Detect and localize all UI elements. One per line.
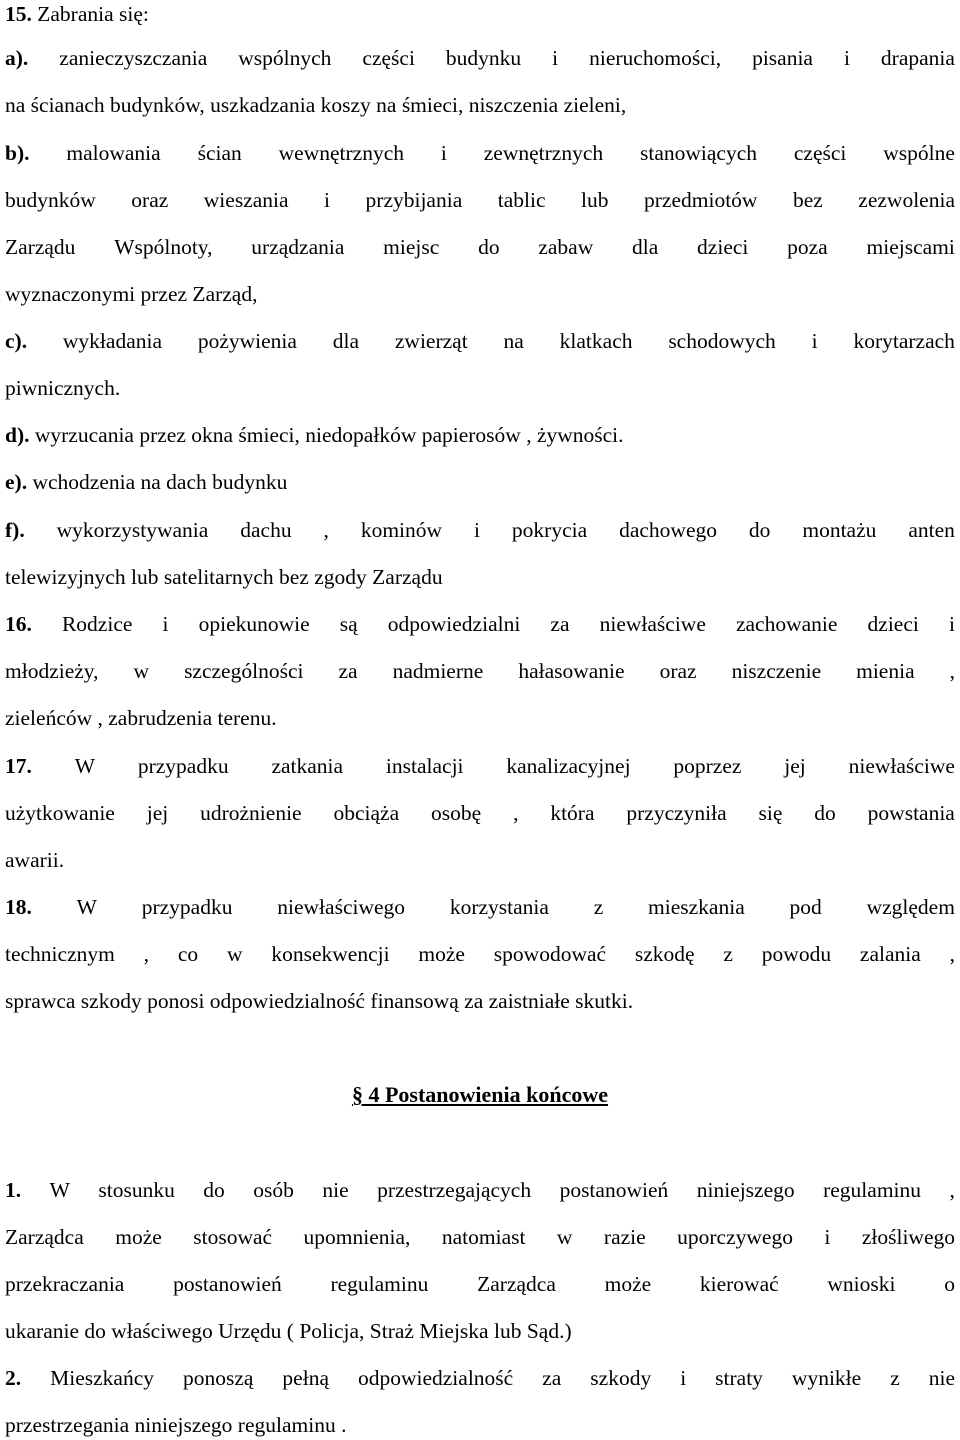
word: młodzieży, xyxy=(5,659,99,683)
word: instalacji xyxy=(385,754,464,778)
word: razie xyxy=(603,1225,646,1249)
word: odpowiedzialność xyxy=(357,1366,514,1390)
word: , xyxy=(949,659,955,683)
word: powstania xyxy=(867,801,955,825)
section-4-paragraph-1-line-1 xyxy=(5,1176,955,1204)
word: szczególności xyxy=(184,659,304,683)
word: Rodzice xyxy=(61,612,133,636)
word: nadmierne xyxy=(392,659,484,683)
word: na xyxy=(503,329,524,353)
word: w xyxy=(556,1225,573,1249)
word: pokrycia xyxy=(511,518,588,542)
paragraph-18-line-1 xyxy=(5,893,955,921)
word: i xyxy=(843,46,850,70)
word: wewnętrznych xyxy=(278,141,404,165)
word: upomnienia, xyxy=(303,1225,411,1249)
word: z xyxy=(723,942,733,966)
word: w xyxy=(227,942,243,966)
word: wieszania xyxy=(203,188,289,212)
word: obciąża xyxy=(333,801,400,825)
word: z xyxy=(890,1366,900,1390)
paragraph-title: Zabrania się: xyxy=(37,2,149,26)
item-f-line-2: telewizyjnych lub satelitarnych bez zgody Zarządu xyxy=(5,565,443,589)
word: i xyxy=(811,329,818,353)
word: i xyxy=(948,612,955,636)
word: względem xyxy=(866,895,955,919)
word: osobę xyxy=(431,801,482,825)
word: dla xyxy=(632,235,659,259)
word: zalania xyxy=(859,942,921,966)
word: budynków xyxy=(5,188,96,212)
word: schodowych xyxy=(668,329,776,353)
word: za xyxy=(338,659,358,683)
word: zewnętrznych xyxy=(483,141,604,165)
section-4-paragraph-2-line-1 xyxy=(5,1364,955,1392)
word: niszczenie xyxy=(731,659,822,683)
word: w xyxy=(133,659,150,683)
word: stosować xyxy=(193,1225,273,1249)
word: pod xyxy=(789,895,822,919)
word: Wspólnoty, xyxy=(114,235,213,259)
word: udrożnienie xyxy=(200,801,302,825)
word: odpowiedzialni xyxy=(387,612,521,636)
word: części xyxy=(793,141,847,165)
word: dachu xyxy=(240,518,292,542)
word: Mieszkańcy xyxy=(50,1366,154,1390)
word: wykorzystywania xyxy=(56,518,209,542)
word: przypadku xyxy=(141,895,233,919)
word: postanowień xyxy=(559,1178,669,1202)
word: postanowień xyxy=(173,1272,282,1296)
paragraph-18-line-3: sprawca szkody ponosi odpowiedzialność finansową za zaistniałe skutki. xyxy=(5,989,634,1013)
item-b-line-4: wyznaczonymi przez Zarząd, xyxy=(5,282,258,306)
paragraph-17-line-3: awarii. xyxy=(5,848,65,872)
word: dla xyxy=(332,329,360,353)
word: powodu xyxy=(761,942,832,966)
word: tablic xyxy=(497,188,546,212)
word: zezwolenia xyxy=(858,188,955,212)
word: budynku xyxy=(445,46,522,70)
word: , xyxy=(949,942,955,966)
section-4-paragraph-1-line-4: ukaranie do właściwego Urzędu ( Policja, Straż Miejska lub Sąd.) xyxy=(5,1319,572,1343)
section-4-paragraph-1-line-3 xyxy=(5,1270,955,1298)
word: niewłaściwego xyxy=(277,895,406,919)
word: anten xyxy=(908,518,955,542)
word: konsekwencji xyxy=(271,942,390,966)
word: pełną xyxy=(282,1366,329,1390)
word: mienia xyxy=(856,659,915,683)
word: Zarządu xyxy=(5,235,76,259)
paragraph-number: 18. xyxy=(5,895,32,919)
word: kominów xyxy=(360,518,443,542)
word: do xyxy=(748,518,771,542)
word: klatkach xyxy=(559,329,633,353)
word: może xyxy=(115,1225,162,1249)
word: i xyxy=(440,141,447,165)
item-d-line-1 xyxy=(5,421,955,449)
word: dzieci xyxy=(867,612,919,636)
word: , xyxy=(513,801,519,825)
item-f-line-1 xyxy=(5,516,955,544)
word: , xyxy=(949,1178,955,1202)
item-marker: f). xyxy=(5,518,25,542)
word: i xyxy=(552,46,559,70)
item-b-line-2 xyxy=(5,186,955,214)
paragraph-17-line-2 xyxy=(5,799,955,827)
paragraph-16-line-3: zieleńców , zabrudzenia terenu. xyxy=(5,706,277,730)
word: ścian xyxy=(197,141,242,165)
word: wspólnych xyxy=(238,46,332,70)
word: wspólne xyxy=(883,141,955,165)
word: montażu xyxy=(802,518,877,542)
word: drapania xyxy=(880,46,955,70)
word: opiekunowie xyxy=(198,612,310,636)
word: dzieci xyxy=(697,235,749,259)
word: poprzez xyxy=(673,754,742,778)
word: pożywienia xyxy=(197,329,297,353)
word: osób xyxy=(253,1178,294,1202)
word: pisania xyxy=(752,46,813,70)
word: i xyxy=(824,1225,831,1249)
word: regulaminu xyxy=(823,1178,922,1202)
word: miejscami xyxy=(866,235,955,259)
word: spowodować xyxy=(493,942,607,966)
word: która xyxy=(550,801,595,825)
word: Zarządca xyxy=(477,1272,556,1296)
section-4-heading: § 4 Postanowienia końcowe xyxy=(351,1082,609,1107)
word: przypadku xyxy=(137,754,229,778)
word: straty xyxy=(715,1366,763,1390)
item-a-line-2: na ścianach budynków, uszkadzania koszy na śmieci, niszczenia zieleni, xyxy=(5,93,627,117)
word: stosunku xyxy=(98,1178,175,1202)
word: do xyxy=(478,235,500,259)
word: szkodę xyxy=(634,942,695,966)
word: złośliwego xyxy=(861,1225,955,1249)
word: kierować xyxy=(699,1272,779,1296)
word: do xyxy=(814,801,836,825)
word: W xyxy=(76,895,97,919)
word: przyczyniła xyxy=(626,801,727,825)
word: technicznym xyxy=(5,942,115,966)
word: zwierząt xyxy=(394,329,468,353)
word: za xyxy=(542,1366,562,1390)
word: oraz xyxy=(131,188,169,212)
item-marker: c). xyxy=(5,329,28,353)
word: mieszkania xyxy=(648,895,745,919)
item-b-line-3 xyxy=(5,233,955,261)
word: poza xyxy=(787,235,828,259)
word: , xyxy=(323,518,329,542)
section-4-paragraph-1-line-2 xyxy=(5,1223,955,1251)
paragraph-number: 15. xyxy=(5,2,32,26)
word: malowania xyxy=(66,141,161,165)
item-c-line-2: piwnicznych. xyxy=(5,376,121,400)
item-marker: d). xyxy=(5,423,30,447)
word: są xyxy=(339,612,358,636)
item-marker: a). xyxy=(5,46,29,70)
word: oraz xyxy=(659,659,697,683)
paragraph-16-line-1 xyxy=(5,610,955,638)
word: natomiast xyxy=(441,1225,526,1249)
word: przestrzegających xyxy=(377,1178,532,1202)
word: przedmiotów xyxy=(644,188,758,212)
word: zabaw xyxy=(538,235,594,259)
paragraph-16-line-2 xyxy=(5,657,955,685)
paragraph-number: 17. xyxy=(5,754,32,778)
word: zatkania xyxy=(271,754,344,778)
word: W xyxy=(49,1178,70,1202)
paragraph-15-heading xyxy=(5,0,955,28)
word: regulaminu xyxy=(330,1272,429,1296)
word: i xyxy=(680,1366,687,1390)
word: do xyxy=(203,1178,225,1202)
word: nieruchomości, xyxy=(589,46,722,70)
word: i xyxy=(162,612,169,636)
word: może xyxy=(604,1272,652,1296)
word: kanalizacyjnej xyxy=(506,754,631,778)
word: jej xyxy=(784,754,806,778)
word: może xyxy=(418,942,465,966)
word: z xyxy=(593,895,604,919)
word: wnioski xyxy=(827,1272,896,1296)
item-text: wyrzucania przez okna śmieci, niedopałków papierosów , żywności. xyxy=(34,423,624,447)
word: i xyxy=(474,518,480,542)
word: przybijania xyxy=(365,188,463,212)
word: użytkowanie xyxy=(5,801,115,825)
word: korytarzach xyxy=(853,329,955,353)
word: niewłaściwe xyxy=(848,754,955,778)
word: szkody xyxy=(590,1366,652,1390)
item-marker: e). xyxy=(5,470,28,494)
word: miejsc xyxy=(383,235,440,259)
paragraph-number: 16. xyxy=(5,612,32,636)
item-marker: b). xyxy=(5,141,30,165)
word: za xyxy=(550,612,570,636)
word: dachowego xyxy=(619,518,717,542)
section-4-paragraph-2-line-2: przestrzegania niniejszego regulaminu . xyxy=(5,1413,347,1437)
word: wynikłe xyxy=(791,1366,862,1390)
word: lub xyxy=(581,188,609,212)
word: uporczywego xyxy=(677,1225,793,1249)
word: urządzania xyxy=(251,235,345,259)
word: niniejszego xyxy=(696,1178,795,1202)
word: przekraczania xyxy=(5,1272,125,1296)
word: ponoszą xyxy=(182,1366,254,1390)
word: zanieczyszczania xyxy=(59,46,208,70)
paragraph-18-line-2 xyxy=(5,940,955,968)
item-b-line-1 xyxy=(5,139,955,167)
paragraph-number: 1. xyxy=(5,1178,22,1202)
word: nie xyxy=(322,1178,349,1202)
word: jej xyxy=(146,801,169,825)
word: stanowiących xyxy=(639,141,757,165)
paragraph-number: 2. xyxy=(5,1366,22,1390)
item-c-line-1 xyxy=(5,327,955,355)
word: co xyxy=(177,942,199,966)
word: bez xyxy=(792,188,823,212)
word: części xyxy=(362,46,415,70)
word: o xyxy=(944,1272,955,1296)
word: Zarządca xyxy=(5,1225,84,1249)
word: się xyxy=(758,801,783,825)
word: zachowanie xyxy=(735,612,838,636)
paragraph-17-line-1 xyxy=(5,752,955,780)
word: nie xyxy=(928,1366,955,1390)
word: , xyxy=(143,942,150,966)
item-e-line-1 xyxy=(5,468,955,496)
word: korzystania xyxy=(449,895,549,919)
word: i xyxy=(324,188,331,212)
item-text: wchodzenia na dach budynku xyxy=(32,470,288,494)
item-a-line-1 xyxy=(5,44,955,72)
word: W xyxy=(74,754,96,778)
word: hałasowanie xyxy=(518,659,625,683)
word: wykładania xyxy=(62,329,163,353)
word: niewłaściwe xyxy=(599,612,706,636)
